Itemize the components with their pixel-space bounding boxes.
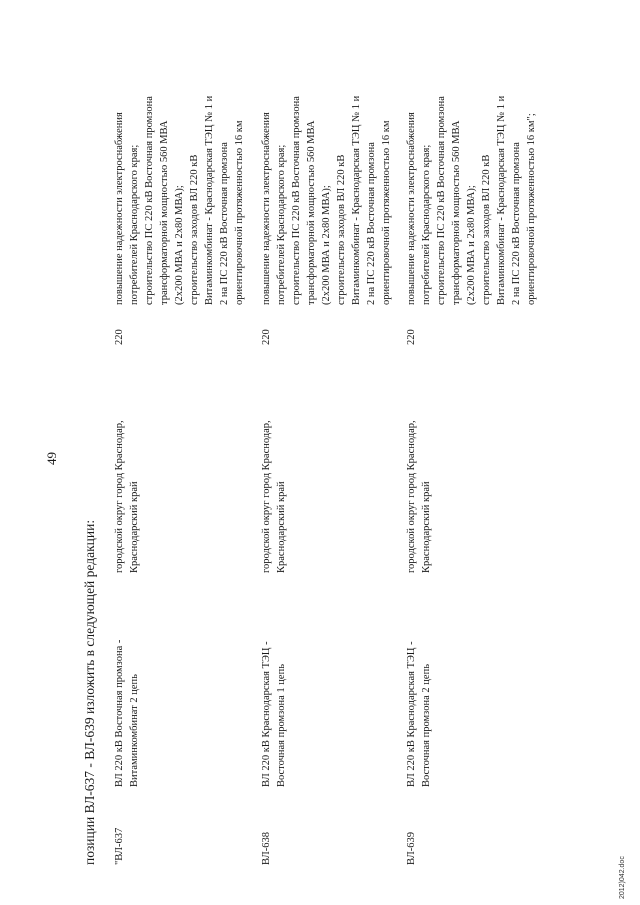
- line-location: городской округ город Краснодар, Краснодарский край: [114, 420, 140, 573]
- line-name: ВЛ 220 кВ Краснодарская ТЭЦ - Восточная промзона 2 цепь: [406, 641, 432, 787]
- line-name: ВЛ 220 кВ Краснодарская ТЭЦ - Восточная промзона 1 цепь: [261, 641, 287, 787]
- line-location: городской округ город Краснодар, Краснодарский край: [261, 420, 287, 573]
- intro-text: позиции ВЛ-637 - ВЛ-639 изложить в следующей редакции:: [82, 519, 97, 865]
- line-voltage: 220: [406, 329, 417, 345]
- line-purpose: повышение надежности электроснабжения потребителей Краснодарского края; строительство ПС 220 кВ Восточная промзона трансформаторной мощностью 560 МВА (2х200 МВА и 2х80 МВА); строительство заходов ВЛ 220 кВ Витаминкомбинат - Краснодарская ТЭЦ № 1 и 2 на ПС 220 кВ Восточная промзона ориентировочной протяженностью 16 км: [114, 95, 245, 305]
- file-name-footer: 2012)042.doc: [619, 856, 626, 899]
- line-voltage: 220: [261, 329, 272, 345]
- line-code: "ВЛ-637: [114, 827, 125, 865]
- line-code: ВЛ-638: [261, 832, 272, 865]
- table-row: [259, 0, 409, 905]
- line-voltage: 220: [114, 329, 125, 345]
- line-purpose: повышение надежности электроснабжения потребителей Краснодарского края; строительство ПС 220 кВ Восточная промзона трансформаторной мощностью 560 МВА (2х200 МВА и 2х80 МВА); строительство заходов ВЛ 220 кВ Витаминкомбинат - Краснодарская ТЭЦ № 1 и 2 на ПС 220 кВ Восточная промзона ориентировочной протяженностью 16 км";: [406, 95, 537, 305]
- line-location: городской округ город Краснодар, Краснодарский край: [406, 420, 432, 573]
- line-code: ВЛ-639: [406, 832, 417, 865]
- line-name: ВЛ 220 кВ Восточная промзона - Витаминкомбинат 2 цепь: [114, 639, 140, 787]
- table-row: [404, 0, 554, 905]
- table-row: [112, 0, 262, 905]
- line-purpose: повышение надежности электроснабжения потребителей Краснодарского края; строительство ПС 220 кВ Восточная промзона трансформаторной мощностью 560 МВА (2х200 МВА и 2х80 МВА); строительство заходов ВЛ 220 кВ Витаминкомбинат - Краснодарская ТЭЦ № 1 и 2 на ПС 220 кВ Восточная промзона ориентировочной протяженностью 16 км: [261, 95, 392, 305]
- page-number: 49: [44, 452, 59, 465]
